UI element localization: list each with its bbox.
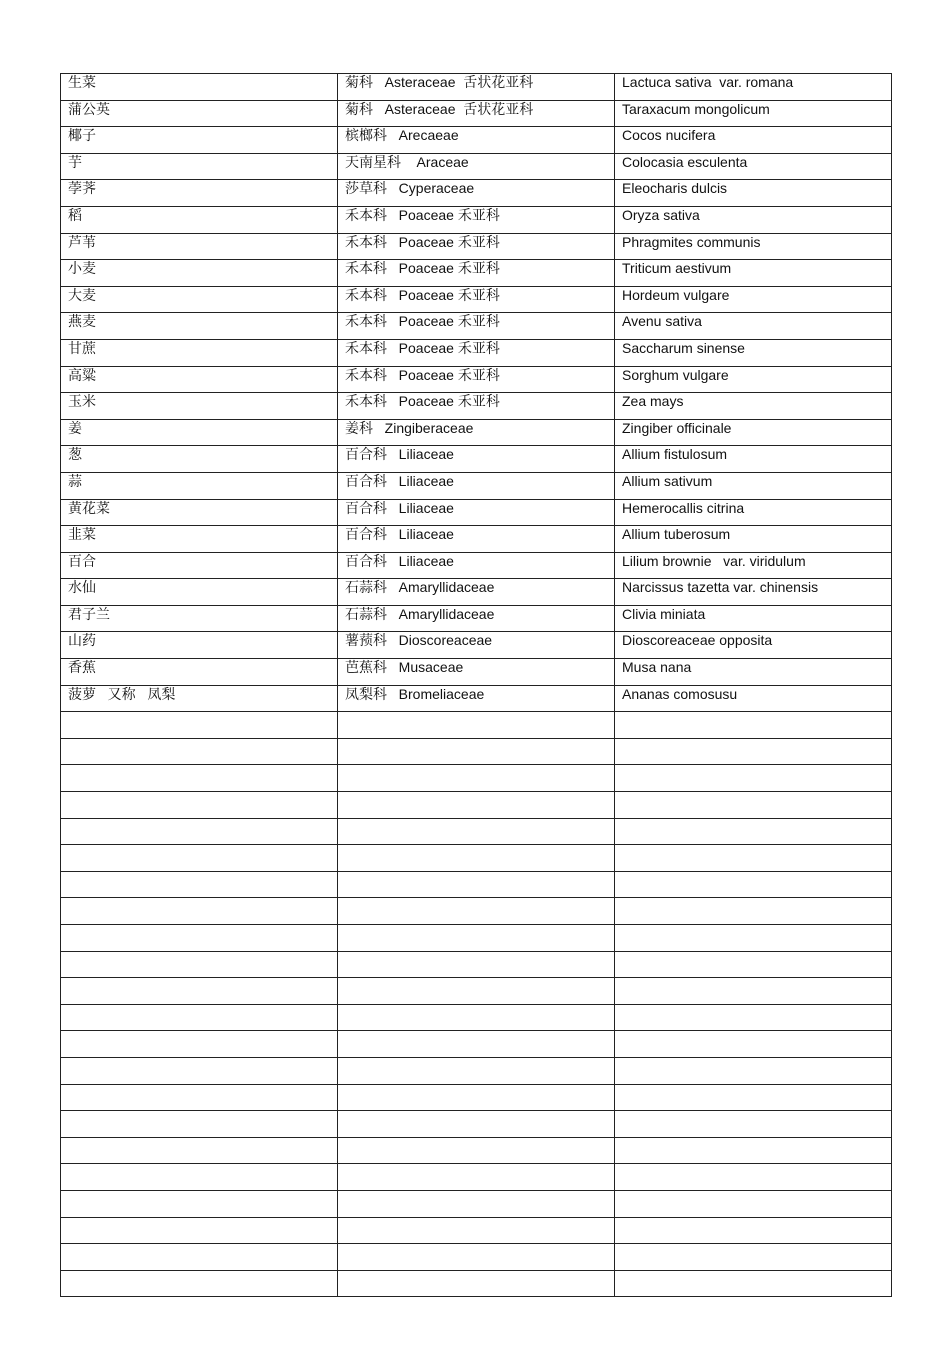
empty-cell — [61, 1004, 338, 1031]
empty-table-row — [61, 978, 892, 1005]
empty-cell — [615, 818, 892, 845]
family-cell: 石蒜科 Amaryllidaceae — [338, 579, 615, 606]
empty-cell — [615, 738, 892, 765]
table-row — [61, 74, 892, 101]
empty-cell — [61, 1084, 338, 1111]
family-cell: 菊科 Asteraceae 舌状花亚科 — [338, 100, 615, 127]
family-cell: 百合科 Liliaceae — [338, 526, 615, 553]
empty-cell — [338, 818, 615, 845]
empty-table-row — [61, 1244, 892, 1271]
family-cell: 槟榔科 Arecaeae — [338, 127, 615, 154]
table-row — [61, 260, 892, 287]
empty-cell — [615, 1270, 892, 1297]
empty-table-row — [61, 765, 892, 792]
scientific-name-cell: Allium tuberosum — [615, 526, 892, 553]
family-cell: 禾本科 Poaceae 禾亚科 — [338, 366, 615, 393]
family-cell: 石蒜科 Amaryllidaceae — [338, 605, 615, 632]
family-cell: 百合科 Liliaceae — [338, 499, 615, 526]
empty-cell — [338, 1137, 615, 1164]
empty-cell — [615, 1004, 892, 1031]
table-row — [61, 153, 892, 180]
common-name-cell: 蒜 — [61, 472, 338, 499]
empty-cell — [338, 1164, 615, 1191]
table-row — [61, 393, 892, 420]
empty-table-row — [61, 925, 892, 952]
empty-table-row — [61, 1217, 892, 1244]
common-name-cell: 菠萝 又称 凤梨 — [61, 685, 338, 712]
empty-cell — [61, 712, 338, 739]
empty-cell — [615, 765, 892, 792]
scientific-name-cell: Musa nana — [615, 659, 892, 686]
common-name-cell: 稻 — [61, 206, 338, 233]
empty-cell — [615, 1111, 892, 1138]
scientific-name-cell: Cocos nucifera — [615, 127, 892, 154]
scientific-name-cell: Saccharum sinense — [615, 339, 892, 366]
scientific-name-cell: Sorghum vulgare — [615, 366, 892, 393]
empty-cell — [615, 792, 892, 819]
empty-cell — [338, 738, 615, 765]
empty-cell — [61, 1164, 338, 1191]
table-row — [61, 685, 892, 712]
common-name-cell: 大麦 — [61, 286, 338, 313]
empty-cell — [338, 845, 615, 872]
empty-table-row — [61, 1084, 892, 1111]
family-cell: 凤梨科 Bromeliaceae — [338, 685, 615, 712]
table-row — [61, 419, 892, 446]
table-row — [61, 127, 892, 154]
empty-cell — [338, 1057, 615, 1084]
empty-cell — [338, 1004, 615, 1031]
family-cell: 姜科 Zingiberaceae — [338, 419, 615, 446]
common-name-cell: 山药 — [61, 632, 338, 659]
empty-cell — [61, 898, 338, 925]
empty-cell — [61, 1217, 338, 1244]
common-name-cell: 百合 — [61, 552, 338, 579]
empty-table-row — [61, 818, 892, 845]
table-row — [61, 526, 892, 553]
family-cell: 禾本科 Poaceae 禾亚科 — [338, 260, 615, 287]
common-name-cell: 荸荠 — [61, 180, 338, 207]
empty-table-row — [61, 845, 892, 872]
empty-cell — [338, 1111, 615, 1138]
empty-cell — [61, 951, 338, 978]
table-row — [61, 180, 892, 207]
scientific-name-cell: Taraxacum mongolicum — [615, 100, 892, 127]
family-cell: 百合科 Liliaceae — [338, 446, 615, 473]
common-name-cell: 葱 — [61, 446, 338, 473]
common-name-cell: 姜 — [61, 419, 338, 446]
empty-cell — [61, 845, 338, 872]
empty-cell — [615, 1031, 892, 1058]
empty-cell — [61, 1244, 338, 1271]
empty-cell — [338, 1031, 615, 1058]
family-cell: 芭蕉科 Musaceae — [338, 659, 615, 686]
table-row — [61, 552, 892, 579]
empty-cell — [338, 1084, 615, 1111]
common-name-cell: 椰子 — [61, 127, 338, 154]
empty-cell — [615, 1244, 892, 1271]
empty-cell — [61, 1031, 338, 1058]
common-name-cell: 高粱 — [61, 366, 338, 393]
empty-cell — [61, 792, 338, 819]
plant-classification-table — [60, 73, 892, 1297]
family-cell: 禾本科 Poaceae 禾亚科 — [338, 233, 615, 260]
family-cell: 禾本科 Poaceae 禾亚科 — [338, 206, 615, 233]
table-row — [61, 446, 892, 473]
empty-table-row — [61, 951, 892, 978]
empty-cell — [61, 1190, 338, 1217]
scientific-name-cell: Hordeum vulgare — [615, 286, 892, 313]
empty-cell — [338, 978, 615, 1005]
empty-cell — [615, 712, 892, 739]
common-name-cell: 香蕉 — [61, 659, 338, 686]
empty-cell — [615, 898, 892, 925]
family-cell: 薯蓣科 Dioscoreaceae — [338, 632, 615, 659]
scientific-name-cell: Triticum aestivum — [615, 260, 892, 287]
table-row — [61, 206, 892, 233]
empty-cell — [615, 925, 892, 952]
scientific-name-cell: Dioscoreaceae opposita — [615, 632, 892, 659]
empty-cell — [61, 765, 338, 792]
table-body — [61, 74, 892, 1297]
family-cell: 禾本科 Poaceae 禾亚科 — [338, 339, 615, 366]
scientific-name-cell: Hemerocallis citrina — [615, 499, 892, 526]
scientific-name-cell: Phragmites communis — [615, 233, 892, 260]
scientific-name-cell: Allium fistulosum — [615, 446, 892, 473]
empty-table-row — [61, 871, 892, 898]
family-cell: 天南星科 Araceae — [338, 153, 615, 180]
common-name-cell: 甘蔗 — [61, 339, 338, 366]
common-name-cell: 芋 — [61, 153, 338, 180]
empty-cell — [615, 978, 892, 1005]
table-row — [61, 579, 892, 606]
table-row — [61, 632, 892, 659]
scientific-name-cell: Zea mays — [615, 393, 892, 420]
empty-cell — [615, 1057, 892, 1084]
empty-cell — [338, 951, 615, 978]
empty-cell — [61, 1137, 338, 1164]
empty-table-row — [61, 1164, 892, 1191]
empty-cell — [615, 1137, 892, 1164]
family-cell: 禾本科 Poaceae 禾亚科 — [338, 313, 615, 340]
table-row — [61, 286, 892, 313]
empty-table-row — [61, 1270, 892, 1297]
empty-table-row — [61, 1111, 892, 1138]
empty-cell — [61, 1111, 338, 1138]
family-cell: 禾本科 Poaceae 禾亚科 — [338, 286, 615, 313]
empty-cell — [61, 978, 338, 1005]
common-name-cell: 芦苇 — [61, 233, 338, 260]
common-name-cell: 君子兰 — [61, 605, 338, 632]
empty-cell — [61, 871, 338, 898]
empty-cell — [615, 951, 892, 978]
empty-cell — [338, 1244, 615, 1271]
empty-table-row — [61, 792, 892, 819]
family-cell: 百合科 Liliaceae — [338, 472, 615, 499]
table-row — [61, 472, 892, 499]
table-row — [61, 100, 892, 127]
empty-cell — [338, 765, 615, 792]
empty-cell — [338, 1217, 615, 1244]
empty-cell — [61, 818, 338, 845]
family-cell: 菊科 Asteraceae 舌状花亚科 — [338, 74, 615, 101]
empty-table-row — [61, 712, 892, 739]
empty-cell — [61, 1270, 338, 1297]
table-row — [61, 366, 892, 393]
scientific-name-cell: Lactuca sativa var. romana — [615, 74, 892, 101]
table-row — [61, 605, 892, 632]
table-row — [61, 499, 892, 526]
empty-table-row — [61, 1031, 892, 1058]
scientific-name-cell: Lilium brownie var. viridulum — [615, 552, 892, 579]
common-name-cell: 黄花菜 — [61, 499, 338, 526]
scientific-name-cell: Narcissus tazetta var. chinensis — [615, 579, 892, 606]
table-row — [61, 233, 892, 260]
scientific-name-cell: Colocasia esculenta — [615, 153, 892, 180]
common-name-cell: 水仙 — [61, 579, 338, 606]
common-name-cell: 玉米 — [61, 393, 338, 420]
empty-cell — [338, 898, 615, 925]
empty-cell — [615, 871, 892, 898]
empty-cell — [615, 1217, 892, 1244]
scientific-name-cell: Ananas comosusu — [615, 685, 892, 712]
empty-table-row — [61, 1057, 892, 1084]
empty-cell — [338, 1270, 615, 1297]
scientific-name-cell: Avenu sativa — [615, 313, 892, 340]
empty-cell — [338, 871, 615, 898]
table-row — [61, 659, 892, 686]
empty-cell — [61, 925, 338, 952]
empty-cell — [338, 925, 615, 952]
scientific-name-cell: Eleocharis dulcis — [615, 180, 892, 207]
empty-cell — [615, 1164, 892, 1191]
scientific-name-cell: Zingiber officinale — [615, 419, 892, 446]
empty-cell — [61, 738, 338, 765]
empty-table-row — [61, 1004, 892, 1031]
empty-table-row — [61, 738, 892, 765]
common-name-cell: 韭菜 — [61, 526, 338, 553]
empty-cell — [615, 845, 892, 872]
family-cell: 禾本科 Poaceae 禾亚科 — [338, 393, 615, 420]
empty-table-row — [61, 1190, 892, 1217]
family-cell: 百合科 Liliaceae — [338, 552, 615, 579]
common-name-cell: 小麦 — [61, 260, 338, 287]
common-name-cell: 蒲公英 — [61, 100, 338, 127]
empty-cell — [61, 1057, 338, 1084]
scientific-name-cell: Clivia miniata — [615, 605, 892, 632]
empty-cell — [338, 792, 615, 819]
common-name-cell: 生菜 — [61, 74, 338, 101]
empty-cell — [338, 1190, 615, 1217]
table-row — [61, 313, 892, 340]
empty-table-row — [61, 1137, 892, 1164]
empty-table-row — [61, 898, 892, 925]
empty-cell — [615, 1084, 892, 1111]
scientific-name-cell: Oryza sativa — [615, 206, 892, 233]
common-name-cell: 燕麦 — [61, 313, 338, 340]
scientific-name-cell: Allium sativum — [615, 472, 892, 499]
empty-cell — [338, 712, 615, 739]
family-cell: 莎草科 Cyperaceae — [338, 180, 615, 207]
empty-cell — [615, 1190, 892, 1217]
table-row — [61, 339, 892, 366]
